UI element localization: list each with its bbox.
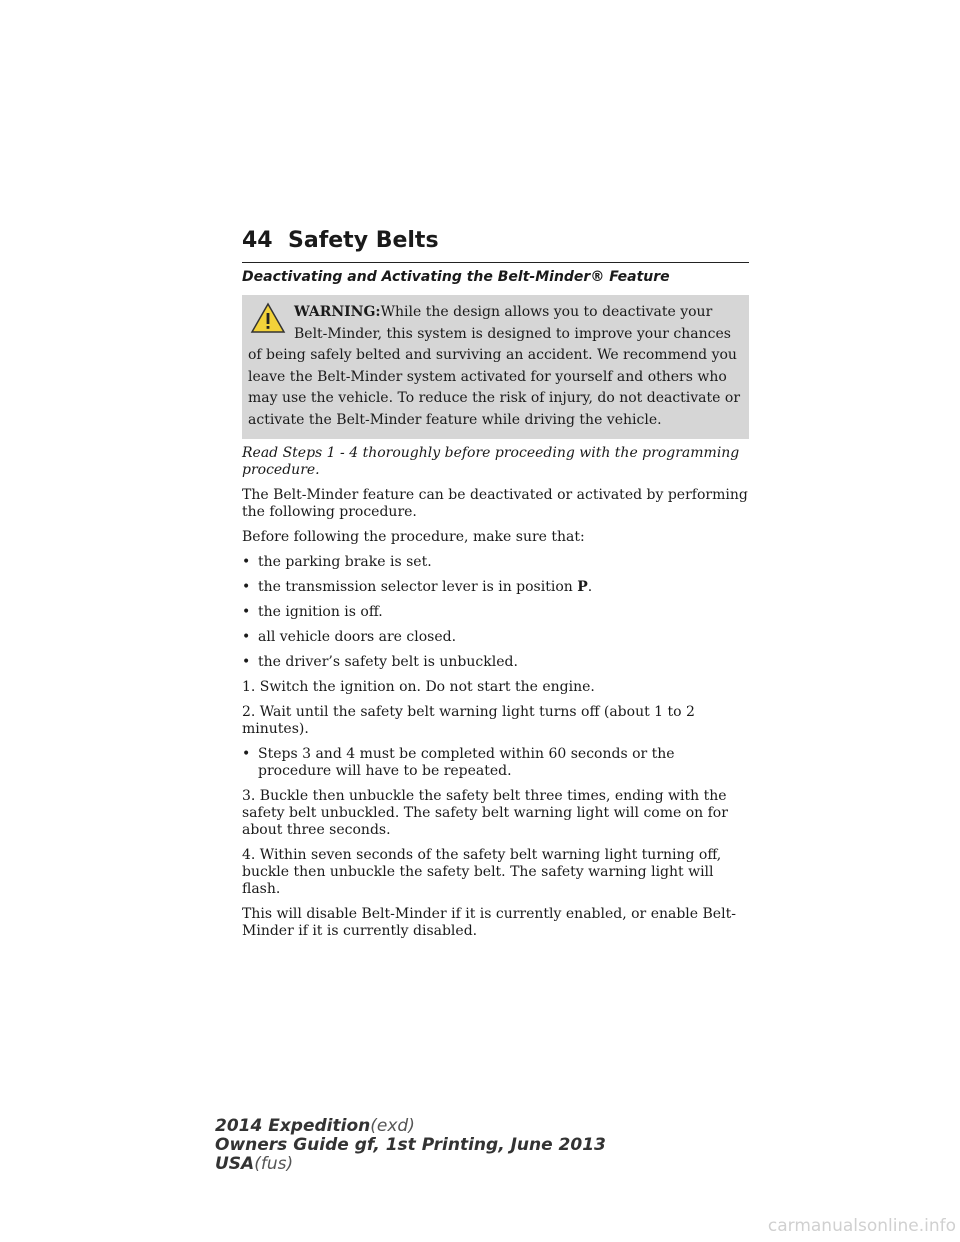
step-2: 2. Wait until the safety belt warning light turns off (about 1 to 2 minutes). <box>242 704 695 737</box>
warning-triangle-icon <box>250 302 286 334</box>
warning-box <box>242 295 749 439</box>
page-content <box>242 268 749 948</box>
footer-line-3: USA(fus) <box>215 1154 294 1174</box>
list-item: • the driver’s safety belt is unbuckled. <box>242 654 518 670</box>
intro-italic: Read Steps 1 - 4 thoroughly before proceeding with the programming procedure. <box>242 445 740 478</box>
section-title: Safety Belts <box>288 228 439 253</box>
step-1: 1. Switch the ignition on. Do not start the engine. <box>242 679 595 695</box>
watermark: carmanualsonline.info <box>767 1216 956 1236</box>
list-item: • the transmission selector lever is in position P. <box>242 579 593 595</box>
bullet-icon: • <box>242 654 251 670</box>
bullet-icon: • <box>242 746 251 762</box>
list-item: • all vehicle doors are closed. <box>242 629 457 645</box>
footer-line-2: Owners Guide gf, 1st Printing, June 2013 <box>215 1135 606 1155</box>
step-note: • Steps 3 and 4 must be completed within 60 seconds or the procedure will have to be repeated. <box>242 746 675 779</box>
warning-text <box>248 302 741 431</box>
step-3: 3. Buckle then unbuckle the safety belt three times, ending with the safety belt unbuckled. The safety belt warning light will come on for about three seconds. <box>242 788 728 838</box>
list-item: • the parking brake is set. <box>242 554 432 570</box>
warning-body: While the design allows you to deactivate your Belt-Minder, this system is designed to improve your chances of being safely belted and surviving an accident. We recommend you leave the Belt-Minder system activated for yourself and others who may use the vehicle. To reduce the risk of injury, do not deactivate or activate the Belt-Minder feature while driving the vehicle. <box>248 304 741 428</box>
footer <box>215 1117 606 1174</box>
before-paragraph: Before following the procedure, make sure that: <box>242 529 585 545</box>
footer-line-1: 2014 Expedition(exd) <box>215 1116 415 1136</box>
bullet-icon: • <box>242 629 251 645</box>
page-header <box>242 228 749 263</box>
page-number: 44 <box>242 228 273 253</box>
bullet-icon: • <box>242 579 251 595</box>
subheading: Deactivating and Activating the Belt-Minder® Feature <box>242 269 670 285</box>
warning-label: WARNING: <box>294 304 381 320</box>
step-4: 4. Within seven seconds of the safety belt warning light turning off, buckle then unbuckle the safety belt. The safety warning light will flash. <box>242 847 722 897</box>
bullet-icon: • <box>242 554 251 570</box>
bullet-icon: • <box>242 604 251 620</box>
list-item: • the ignition is off. <box>242 604 383 620</box>
intro-paragraph: The Belt-Minder feature can be deactivated or activated by performing the following procedure. <box>242 487 748 520</box>
checklist <box>242 554 749 671</box>
closing-paragraph: This will disable Belt-Minder if it is currently enabled, or enable Belt-Minder if it is currently disabled. <box>242 906 736 939</box>
